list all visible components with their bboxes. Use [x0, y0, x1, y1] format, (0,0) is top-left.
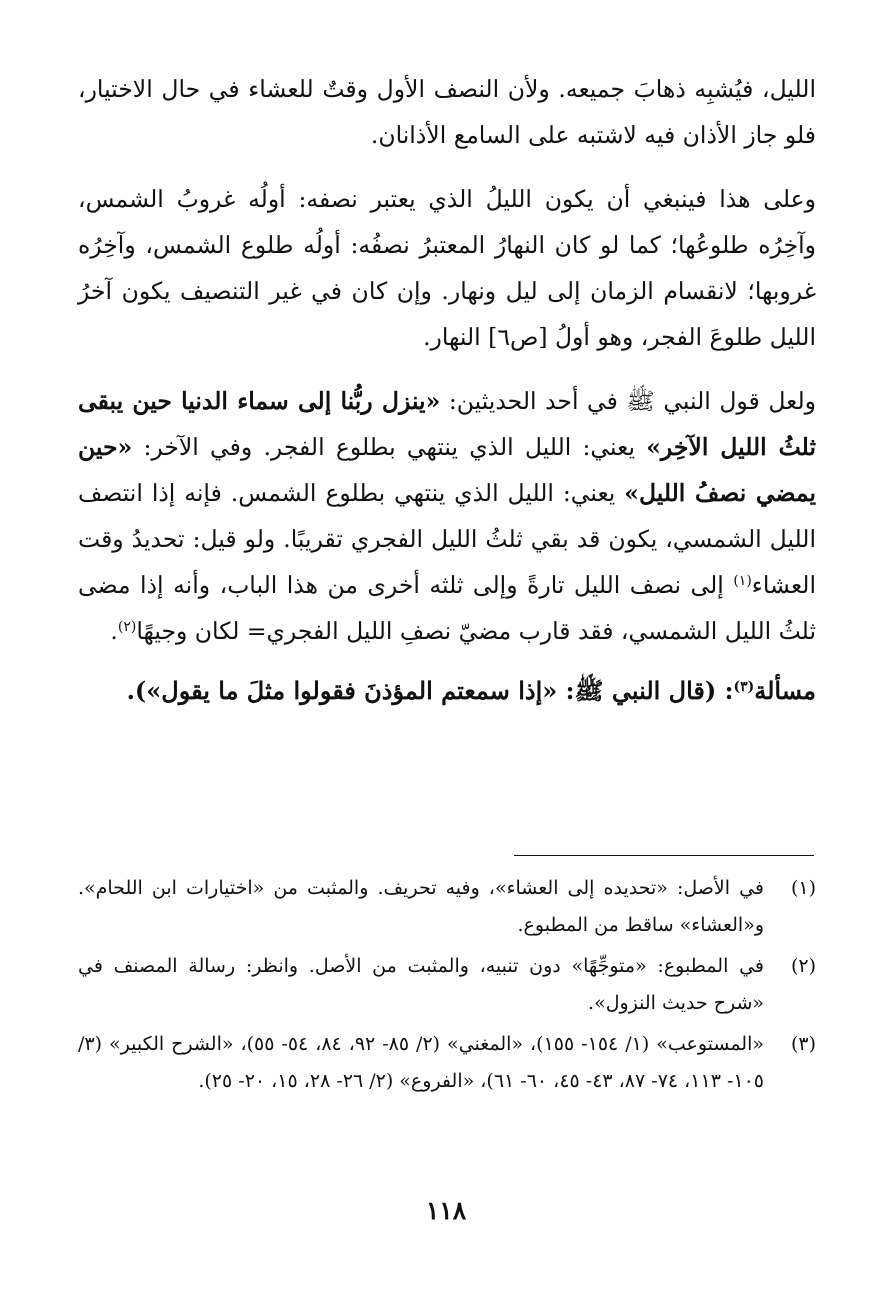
- footnote-1-text: في الأصل: «تحديده إلى العشاء»، وفيه تحريف. والمثبت من «اختيارات ابن اللحام». و«العشاء» ساقط من المطبوع.: [78, 877, 764, 936]
- hadith-quote-1: «ينزل ربُّنا إلى سماء الدنيا حين يبقى ثلثُ الليل الآخِر»: [78, 387, 817, 461]
- footnote-3: [78, 1026, 816, 1100]
- footnote-2-text: في المطبوع: «متوجِّهًا» دون تنبيه، والمثبت من الأصل. وانظر: رسالة المصنف في «شرح حديث النزول».: [78, 955, 764, 1014]
- footnote-1-number: (١): [790, 877, 816, 899]
- paragraph-3-intro: ولعل قول النبي ﷺ في أحد الحديثين:: [440, 387, 816, 415]
- paragraph-3-continuation: يعني: الليل الذي ينتهي بطلوع الشمس. فإنه إذا انتصف الليل الشمسي، يكون قد بقي ثلثُ الليل الفجري تقريبًا. ولو قيل: تحديدُ وقت العشاء: [78, 479, 816, 599]
- paragraph-2: [78, 176, 816, 360]
- main-text: [78, 66, 816, 714]
- footnote-1: [78, 870, 816, 944]
- paragraph-1: [78, 66, 816, 158]
- hadith-quote-2: «حين يمضي نصفُ الليل»: [78, 433, 816, 507]
- paragraph-1-text: الليل، فيُشبِه ذهابَ جميعه. ولأن النصف الأول وقتٌ للعشاء في حال الاختيار، فلو جاز الأذان فيه لاشتبه على السامع الأذانان.: [78, 75, 816, 149]
- masala-text: : (قال النبي ﷺ: «إذا سمعتم المؤذنَ فقولوا مثلَ ما يقول»).: [126, 676, 734, 705]
- page-number: ١١٨: [425, 1196, 467, 1225]
- paragraph-3-end: .: [110, 617, 118, 645]
- masala-heading: [78, 668, 816, 714]
- footnote-ref-3[interactable]: (٣): [733, 679, 755, 695]
- footnote-3-number: (٣): [790, 1033, 816, 1055]
- footnote-ref-1[interactable]: (١): [733, 573, 752, 589]
- paragraph-3-middle: يعني: الليل الذي ينتهي بطلوع الفجر. وفي الآخر:: [132, 433, 647, 461]
- paragraph-3-tail: إلى نصف الليل تارةً وإلى ثلثه أخرى من هذا الباب، وأنه إذا مضى ثلثُ الليل الشمسي، فقد قارب مضيّ نصفِ الليل الفجري= لكان وجيهًا: [78, 571, 816, 645]
- footnotes: [78, 870, 816, 1104]
- paragraph-2-text: وعلى هذا فينبغي أن يكون الليلُ الذي يعتبر نصفه: أولُه غروبُ الشمس، وآخِرُه طلوعُها؛ كما لو كان النهارُ المعتبرُ نصفُه: أولُه طلوع الشمس، وآخِرُه غروبها؛ لانقسام الزمان إلى ليل ونهار. وإن كان في غير التنصيف يكون آخرُ الليل طلوعَ الفجر، وهو أولُ [ص٦] النهار.: [78, 185, 816, 351]
- footnote-separator: [514, 855, 814, 856]
- paragraph-3: [78, 378, 816, 654]
- footnote-2: [78, 948, 816, 1022]
- footnote-ref-2[interactable]: (٢): [117, 619, 137, 635]
- footnote-2-number: (٢): [790, 955, 816, 977]
- footnote-3-text: «المستوعب» (١/ ١٥٤- ١٥٥)، «المغني» (٢/ ٨٥- ٩٢، ٨٤، ٥٤- ٥٥)، «الشرح الكبير» (٣/ ١٠٥- ١١٣، ٧٤- ٨٧، ٤٣- ٤٥، ٦٠- ٦١)، «الفروع» (٢/ ٢٦- ٢٨، ١٥، ٢٠- ٢٥).: [78, 1033, 764, 1092]
- masala-label: مسألة: [754, 676, 816, 705]
